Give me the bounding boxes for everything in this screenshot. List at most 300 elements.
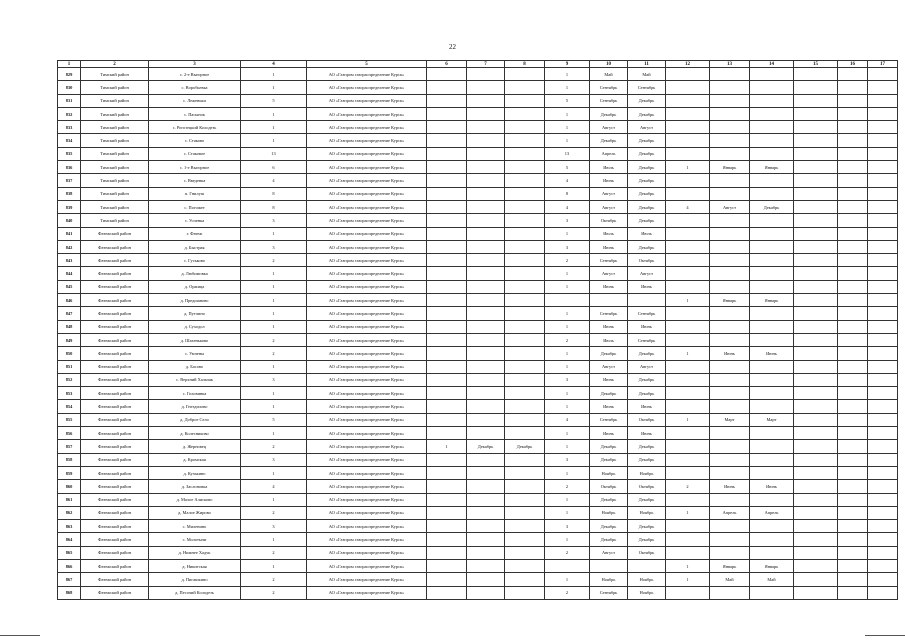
- table-cell: [467, 347, 505, 360]
- table-cell: Август: [710, 200, 750, 213]
- table-cell: с. Молотычи: [149, 533, 241, 546]
- table-row: [58, 161, 898, 174]
- table-cell: [467, 134, 505, 147]
- table-cell: [838, 533, 868, 546]
- table-cell: АО «Газпром газораспределение Курск»: [307, 227, 427, 240]
- table-cell: [794, 68, 838, 81]
- table-cell: Декабрь: [628, 147, 666, 160]
- table-cell: [666, 400, 710, 413]
- table-cell: [467, 546, 505, 559]
- table-cell: [505, 254, 545, 267]
- table-cell: 2: [666, 480, 710, 493]
- table-cell: [467, 360, 505, 373]
- table-cell: 3: [545, 214, 590, 227]
- table-cell: 1: [545, 347, 590, 360]
- table-cell: [794, 174, 838, 187]
- table-cell: 3: [545, 453, 590, 466]
- table-cell: Июнь: [590, 240, 628, 253]
- table-cell: Октябрь: [628, 546, 666, 559]
- column-header: 9: [545, 61, 590, 68]
- table-cell: [838, 373, 868, 386]
- table-cell: 2: [241, 506, 307, 519]
- table-cell: 1: [241, 294, 307, 307]
- table-cell: [868, 520, 898, 533]
- table-cell: [750, 107, 794, 120]
- table-row: [58, 453, 898, 466]
- table-body: [58, 68, 898, 600]
- table-cell: [794, 307, 838, 320]
- table-cell: [666, 107, 710, 120]
- table-row: [58, 81, 898, 94]
- table-row: [58, 586, 898, 599]
- table-cell: Фатежский район: [81, 586, 149, 599]
- table-cell: Октябрь: [628, 413, 666, 426]
- table-cell: Апрель: [590, 147, 628, 160]
- table-cell: Июнь: [750, 347, 794, 360]
- column-header: 1: [58, 61, 81, 68]
- table-cell: Июнь: [590, 280, 628, 293]
- table-cell: [467, 333, 505, 346]
- table-cell: [838, 520, 868, 533]
- table-cell: 844: [58, 267, 81, 280]
- table-cell: 1: [427, 440, 467, 453]
- table-cell: [505, 121, 545, 134]
- table-cell: 836: [58, 161, 81, 174]
- table-cell: [868, 387, 898, 400]
- table-cell: [427, 161, 467, 174]
- table-cell: [710, 267, 750, 280]
- table-cell: [710, 254, 750, 267]
- table-cell: [838, 187, 868, 200]
- table-cell: [505, 373, 545, 386]
- table-cell: Октябрь: [590, 214, 628, 227]
- table-cell: АО «Газпром газораспределение Курск»: [307, 573, 427, 586]
- table-cell: 2: [545, 546, 590, 559]
- table-cell: 4: [241, 174, 307, 187]
- table-cell: Август: [628, 360, 666, 373]
- table-cell: 838: [58, 187, 81, 200]
- table-cell: 1: [666, 506, 710, 519]
- table-cell: АО «Газпром газораспределение Курск»: [307, 520, 427, 533]
- table-cell: [666, 466, 710, 479]
- table-cell: 3: [545, 240, 590, 253]
- table-cell: 1: [241, 320, 307, 333]
- table-cell: [794, 200, 838, 213]
- table-cell: 854: [58, 400, 81, 413]
- table-cell: 843: [58, 254, 81, 267]
- table-cell: д. Басово: [149, 360, 241, 373]
- table-cell: Фатежский район: [81, 280, 149, 293]
- table-cell: [750, 387, 794, 400]
- table-cell: [467, 480, 505, 493]
- table-cell: [427, 400, 467, 413]
- table-cell: [838, 347, 868, 360]
- column-header: 15: [794, 61, 838, 68]
- table-cell: д. Суходол: [149, 320, 241, 333]
- table-row: [58, 134, 898, 147]
- table-cell: Декабрь: [628, 107, 666, 120]
- table-cell: [427, 174, 467, 187]
- table-cell: 833: [58, 121, 81, 134]
- table-row: [58, 107, 898, 120]
- table-cell: Июнь: [710, 347, 750, 360]
- table-cell: [505, 347, 545, 360]
- table-cell: АО «Газпром газораспределение Курск»: [307, 107, 427, 120]
- table-cell: [467, 267, 505, 280]
- table-cell: [427, 227, 467, 240]
- table-cell: [794, 294, 838, 307]
- table-cell: [467, 94, 505, 107]
- table-cell: [794, 506, 838, 519]
- table-cell: [467, 161, 505, 174]
- table-cell: [868, 121, 898, 134]
- table-cell: 1: [545, 400, 590, 413]
- table-cell: [505, 200, 545, 213]
- table-cell: Август: [590, 200, 628, 213]
- table-cell: 1: [545, 267, 590, 280]
- table-cell: [427, 453, 467, 466]
- table-cell: [427, 387, 467, 400]
- table-cell: [427, 147, 467, 160]
- table-cell: Декабрь: [628, 174, 666, 187]
- table-cell: 8: [545, 187, 590, 200]
- table-cell: 1: [545, 493, 590, 506]
- table-cell: Сентябрь: [590, 81, 628, 94]
- table-cell: 1: [241, 466, 307, 479]
- table-cell: [750, 493, 794, 506]
- table-cell: [505, 333, 545, 346]
- table-cell: с. Гуськово: [149, 254, 241, 267]
- table-cell: [590, 559, 628, 572]
- table-cell: АО «Газпром газораспределение Курск»: [307, 427, 427, 440]
- table-cell: [838, 161, 868, 174]
- table-cell: [467, 187, 505, 200]
- table-cell: 834: [58, 134, 81, 147]
- table-cell: [427, 267, 467, 280]
- table-cell: г. Фатеж: [149, 227, 241, 240]
- table-cell: [868, 480, 898, 493]
- table-cell: [427, 107, 467, 120]
- table-row: [58, 187, 898, 200]
- table-cell: [710, 586, 750, 599]
- table-cell: [868, 559, 898, 572]
- table-cell: [750, 360, 794, 373]
- table-cell: д. Путчино: [149, 307, 241, 320]
- table-cell: 2: [545, 480, 590, 493]
- table-cell: АО «Газпром газораспределение Курск»: [307, 400, 427, 413]
- table-cell: 4: [545, 174, 590, 187]
- table-cell: [467, 559, 505, 572]
- table-cell: [838, 307, 868, 320]
- table-cell: 1: [545, 280, 590, 293]
- table-cell: [710, 81, 750, 94]
- column-header: 13: [710, 61, 750, 68]
- table-cell: [750, 174, 794, 187]
- table-cell: 2: [545, 254, 590, 267]
- table-cell: АО «Газпром газораспределение Курск»: [307, 413, 427, 426]
- table-cell: 13: [545, 147, 590, 160]
- table-cell: 2: [241, 333, 307, 346]
- table-row: [58, 533, 898, 546]
- table-cell: [710, 134, 750, 147]
- table-cell: 2: [545, 586, 590, 599]
- table-cell: Август: [628, 267, 666, 280]
- table-cell: [750, 440, 794, 453]
- table-cell: Тимский район: [81, 107, 149, 120]
- table-cell: 5: [545, 94, 590, 107]
- table-cell: [505, 453, 545, 466]
- table-cell: [838, 493, 868, 506]
- gasification-schedule-table: [57, 60, 898, 600]
- table-cell: 1: [241, 81, 307, 94]
- table-row: [58, 427, 898, 440]
- table-cell: Апрель: [750, 506, 794, 519]
- table-cell: [794, 280, 838, 293]
- table-cell: [666, 373, 710, 386]
- table-cell: 8: [241, 200, 307, 213]
- table-cell: [750, 214, 794, 227]
- table-cell: [505, 214, 545, 227]
- table-row: [58, 174, 898, 187]
- table-cell: Тимский район: [81, 161, 149, 174]
- table-cell: АО «Газпром газораспределение Курск»: [307, 506, 427, 519]
- table-cell: [750, 546, 794, 559]
- table-cell: 1: [545, 320, 590, 333]
- table-cell: [666, 68, 710, 81]
- table-cell: [505, 174, 545, 187]
- table-cell: АО «Газпром газораспределение Курск»: [307, 360, 427, 373]
- table-cell: АО «Газпром газораспределение Курск»: [307, 267, 427, 280]
- table-cell: 866: [58, 559, 81, 572]
- table-cell: Январь: [710, 161, 750, 174]
- table-cell: Август: [590, 187, 628, 200]
- table-cell: 1: [241, 68, 307, 81]
- column-header: 2: [81, 61, 149, 68]
- table-cell: [710, 427, 750, 440]
- table-cell: [868, 427, 898, 440]
- table-cell: 3: [241, 214, 307, 227]
- table-cell: Сентябрь: [628, 81, 666, 94]
- table-cell: 1: [545, 573, 590, 586]
- table-cell: Тимский район: [81, 68, 149, 81]
- table-cell: [467, 227, 505, 240]
- table-cell: [750, 427, 794, 440]
- table-cell: 1: [545, 466, 590, 479]
- table-cell: [505, 134, 545, 147]
- table-cell: [666, 493, 710, 506]
- table-cell: [838, 480, 868, 493]
- table-cell: 848: [58, 320, 81, 333]
- table-cell: с. 2-е Выгорное: [149, 68, 241, 81]
- table-cell: [710, 533, 750, 546]
- table-cell: [868, 320, 898, 333]
- table-cell: [427, 520, 467, 533]
- table-row: [58, 493, 898, 506]
- table-cell: [838, 506, 868, 519]
- table-cell: Май: [590, 68, 628, 81]
- table-cell: 1: [241, 559, 307, 572]
- table-cell: 849: [58, 333, 81, 346]
- table-cell: Июнь: [628, 427, 666, 440]
- table-cell: 1: [666, 413, 710, 426]
- table-cell: АО «Газпром газораспределение Курск»: [307, 161, 427, 174]
- table-cell: [427, 240, 467, 253]
- table-row: [58, 147, 898, 160]
- table-cell: Декабрь: [590, 387, 628, 400]
- table-cell: д. Малое Алисково: [149, 493, 241, 506]
- table-cell: 1: [545, 533, 590, 546]
- table-cell: 856: [58, 427, 81, 440]
- table-cell: [838, 427, 868, 440]
- table-cell: Июнь: [628, 280, 666, 293]
- table-cell: [505, 320, 545, 333]
- table-cell: 852: [58, 373, 81, 386]
- table-cell: [750, 147, 794, 160]
- table-cell: [666, 187, 710, 200]
- table-cell: Фатежский район: [81, 440, 149, 453]
- table-cell: [868, 533, 898, 546]
- table-row: [58, 373, 898, 386]
- table-cell: [467, 466, 505, 479]
- table-cell: 1: [241, 280, 307, 293]
- table-cell: АО «Газпром газораспределение Курск»: [307, 200, 427, 213]
- table-cell: АО «Газпром газораспределение Курск»: [307, 174, 427, 187]
- table-cell: [838, 121, 868, 134]
- table-cell: Декабрь: [628, 134, 666, 147]
- table-cell: [838, 68, 868, 81]
- table-cell: Фатежский район: [81, 240, 149, 253]
- table-cell: [427, 187, 467, 200]
- column-header: 12: [666, 61, 710, 68]
- table-cell: [750, 466, 794, 479]
- table-cell: д. Заслоновка: [149, 480, 241, 493]
- table-cell: Фатежский район: [81, 546, 149, 559]
- table-cell: 861: [58, 493, 81, 506]
- table-cell: [710, 94, 750, 107]
- table-cell: 4: [545, 200, 590, 213]
- table-cell: Октябрь: [628, 254, 666, 267]
- table-cell: [427, 280, 467, 293]
- table-cell: Январь: [750, 294, 794, 307]
- table-cell: [838, 240, 868, 253]
- table-cell: [710, 360, 750, 373]
- table-row: [58, 94, 898, 107]
- table-cell: д. Шахеньково: [149, 333, 241, 346]
- table-cell: Сентябрь: [590, 254, 628, 267]
- table-cell: Май: [628, 68, 666, 81]
- table-cell: с. Головинка: [149, 387, 241, 400]
- table-cell: [427, 586, 467, 599]
- table-row: [58, 227, 898, 240]
- table-cell: Тимский район: [81, 121, 149, 134]
- table-cell: 863: [58, 520, 81, 533]
- table-cell: [427, 200, 467, 213]
- table-cell: [505, 294, 545, 307]
- table-cell: [467, 413, 505, 426]
- table-cell: [427, 333, 467, 346]
- table-cell: [794, 214, 838, 227]
- table-cell: 841: [58, 227, 81, 240]
- table-cell: [710, 320, 750, 333]
- table-cell: 8: [241, 187, 307, 200]
- table-cell: [467, 506, 505, 519]
- table-cell: [868, 107, 898, 120]
- table-cell: 850: [58, 347, 81, 360]
- column-header: 3: [149, 61, 241, 68]
- table-cell: Фатежский район: [81, 307, 149, 320]
- table-cell: [794, 400, 838, 413]
- table-cell: [838, 400, 868, 413]
- table-cell: АО «Газпром газораспределение Курск»: [307, 280, 427, 293]
- table-cell: [750, 453, 794, 466]
- table-cell: [710, 227, 750, 240]
- table-cell: Сентябрь: [628, 333, 666, 346]
- table-cell: [505, 533, 545, 546]
- table-cell: [868, 506, 898, 519]
- table-cell: Тимский район: [81, 81, 149, 94]
- column-header: 7: [467, 61, 505, 68]
- table-cell: [666, 81, 710, 94]
- table-cell: [505, 81, 545, 94]
- table-cell: 832: [58, 107, 81, 120]
- table-cell: [505, 227, 545, 240]
- table-cell: 6: [241, 161, 307, 174]
- table-cell: [710, 520, 750, 533]
- table-cell: [505, 466, 545, 479]
- table-row: [58, 294, 898, 307]
- table-cell: АО «Газпром газораспределение Курск»: [307, 214, 427, 227]
- table-row: [58, 466, 898, 479]
- table-cell: д. Пигашкино: [149, 573, 241, 586]
- table-cell: [666, 174, 710, 187]
- table-cell: [467, 373, 505, 386]
- table-cell: Ноябрь: [628, 573, 666, 586]
- table-cell: Фатежский район: [81, 427, 149, 440]
- table-cell: 2: [241, 586, 307, 599]
- table-cell: [750, 94, 794, 107]
- table-cell: [710, 400, 750, 413]
- table-cell: [750, 227, 794, 240]
- table-cell: [505, 586, 545, 599]
- table-row: [58, 267, 898, 280]
- table-cell: 855: [58, 413, 81, 426]
- table-cell: [838, 440, 868, 453]
- table-cell: 1: [666, 294, 710, 307]
- table-cell: Июнь: [590, 373, 628, 386]
- table-cell: [590, 294, 628, 307]
- table-cell: [467, 107, 505, 120]
- table-cell: [427, 373, 467, 386]
- table-cell: [794, 121, 838, 134]
- table-cell: [505, 161, 545, 174]
- table-cell: Фатежский район: [81, 267, 149, 280]
- table-cell: Декабрь: [590, 440, 628, 453]
- table-cell: Июль: [590, 161, 628, 174]
- table-cell: 1: [545, 427, 590, 440]
- table-cell: Январь: [710, 294, 750, 307]
- table-cell: [794, 466, 838, 479]
- table-cell: Фатежский район: [81, 506, 149, 519]
- table-cell: [838, 546, 868, 559]
- table-cell: [750, 240, 794, 253]
- table-cell: [750, 280, 794, 293]
- table-cell: Фатежский район: [81, 360, 149, 373]
- table-cell: д. Доброе Село: [149, 413, 241, 426]
- table-cell: Фатежский район: [81, 400, 149, 413]
- table-cell: [666, 360, 710, 373]
- table-cell: Июль: [590, 333, 628, 346]
- table-cell: д. Кромская: [149, 453, 241, 466]
